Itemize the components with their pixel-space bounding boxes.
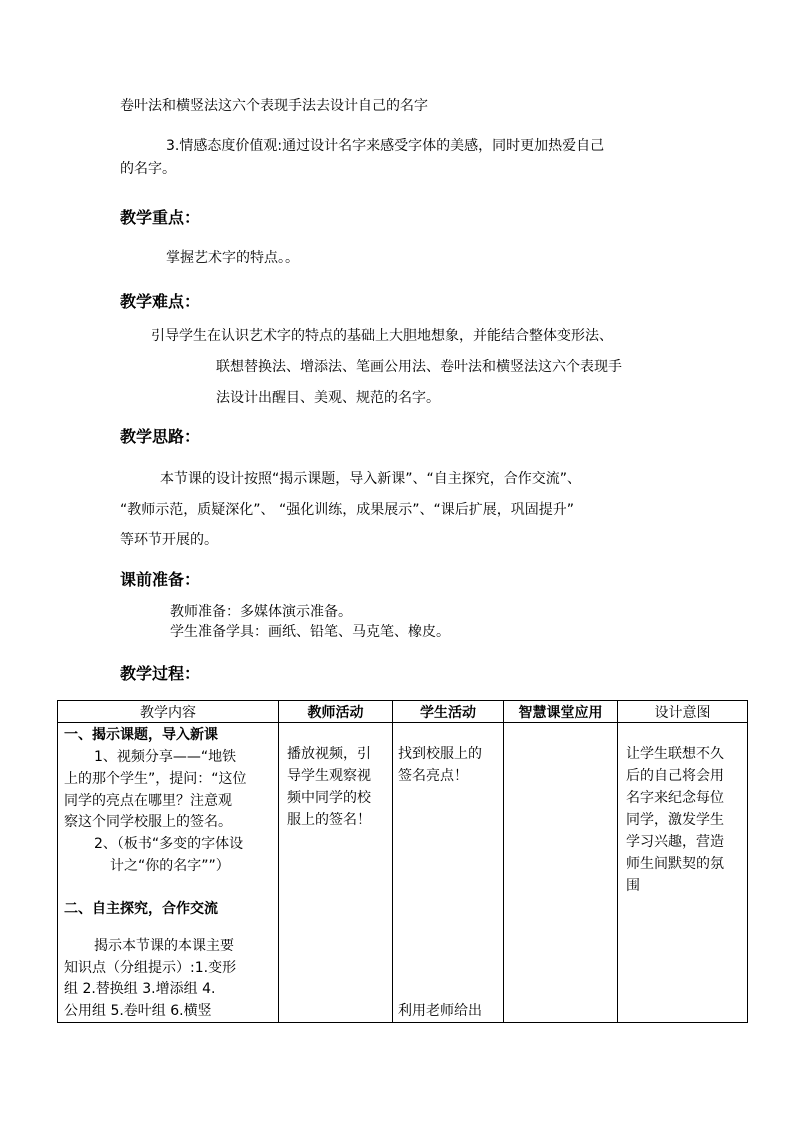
table-row	[58, 723, 748, 1023]
content-line: 知识点（分组提示）:1.变形	[64, 960, 237, 976]
student-activity-line: 利用老师给出	[398, 1003, 482, 1019]
teacher-preparation: 教师准备：多媒体演示准备。	[170, 604, 352, 620]
approach-heading: 教学思路：	[120, 427, 201, 446]
student-activity-line: 找到校服上的	[398, 746, 482, 762]
header-teaching-content: 教学内容	[58, 701, 279, 723]
header-design-intent: 设计意图	[618, 701, 748, 723]
intro-line: 卷叶法和横竖法这六个表现手法去设计自己的名字	[120, 98, 428, 114]
teacher-activity-line: 频中同学的校	[287, 790, 371, 806]
design-intent-line: 名字来纪念每位	[626, 790, 724, 806]
student-activity-cell	[393, 723, 504, 1023]
teacher-activity-line: 服上的签名！	[287, 812, 371, 828]
content-line: 揭示本节课的本课主要	[94, 938, 234, 954]
smart-classroom-cell	[504, 723, 618, 1023]
key-point-text: 掌握艺术字的特点。。	[166, 250, 299, 266]
teacher-activity-line: 导学生观察视	[287, 768, 371, 784]
design-intent-cell	[618, 723, 748, 1023]
teacher-activity-line: 播放视频，引	[287, 746, 371, 762]
content-line: 1、视频分享——“地铁	[94, 749, 237, 765]
design-intent-line: 围	[626, 878, 640, 894]
section-1-title: 一、揭示课题，导入新课	[64, 727, 218, 743]
content-line: 上的那个学生”，提问：“这位	[64, 771, 247, 787]
content-line: 计之“你的名字””）	[110, 858, 230, 874]
design-intent-line: 让学生联想不久	[626, 746, 724, 762]
content-line: 察这个同学校服上的签名。	[64, 814, 232, 830]
objective-3-line-1: 3.情感态度价值观:通过设计名字来感受字体的美感，同时更加热爱自己	[166, 138, 605, 154]
header-teacher-activity: 教师活动	[279, 701, 393, 723]
student-activity-line: 签名亮点！	[398, 768, 468, 784]
header-smart-classroom: 智慧课堂应用	[504, 701, 618, 723]
section-2-title: 二、自主探究，合作交流	[64, 901, 218, 917]
design-intent-line: 后的自己将会用	[626, 768, 724, 784]
content-line: 组 2.替换组 3.增添组 4.	[64, 981, 216, 997]
content-line: 2、（板书“多变的字体设	[94, 836, 244, 852]
approach-line-3: 等环节开展的。	[120, 532, 218, 548]
approach-line-2: “教师示范，质疑深化”、 “强化训练，成果展示”、“课后扩展，巩固提升”	[120, 502, 574, 518]
difficulty-line-2: 联想替换法、增添法、笔画公用法、卷叶法和横竖法这六个表现手	[216, 359, 622, 375]
process-heading: 教学过程：	[120, 664, 201, 683]
design-intent-line: 同学，激发学生	[626, 812, 724, 828]
teacher-activity-cell	[279, 723, 393, 1023]
objective-3-line-2: 的名字。	[120, 161, 176, 177]
student-preparation: 学生准备学具：画纸、铅笔、马克笔、橡皮。	[170, 624, 450, 640]
design-intent-line: 学习兴趣，营造	[626, 834, 724, 850]
header-student-activity: 学生活动	[393, 701, 504, 723]
difficulty-line-3: 法设计出醒目、美观、规范的名字。	[216, 390, 440, 406]
content-line: 同学的亮点在哪里？注意观	[64, 793, 232, 809]
table-header-row	[58, 701, 748, 723]
key-point-heading: 教学重点：	[120, 208, 201, 227]
lesson-process-table	[57, 700, 748, 1023]
approach-line-1: 本节课的设计按照“揭示课题，导入新课”、“自主探究，合作交流”、	[160, 471, 582, 487]
difficulty-line-1: 引导学生在认识艺术字的特点的基础上大胆地想象，并能结合整体变形法、	[151, 328, 613, 344]
design-intent-line: 师生间默契的氛	[626, 856, 724, 872]
difficulty-heading: 教学难点：	[120, 292, 201, 311]
content-line: 公用组 5.卷叶组 6.横竖	[64, 1003, 212, 1019]
teaching-content-cell	[58, 723, 279, 1023]
preparation-heading: 课前准备：	[120, 570, 201, 589]
